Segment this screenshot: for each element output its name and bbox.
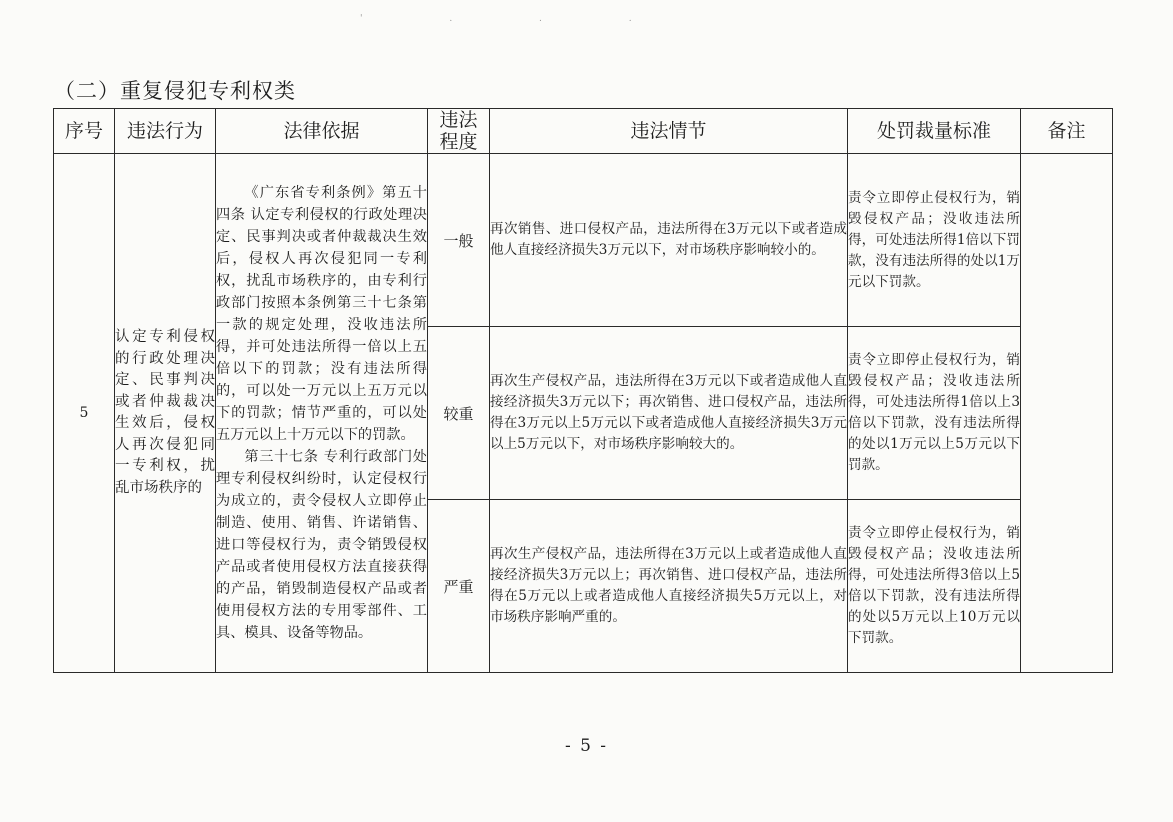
cell-circumstance: 再次生产侵权产品，违法所得在3万元以上或者造成他人直接经济损失3万元以上；再次销售、进口侵权产品，违法所得在5万元以上或者造成他人直接经济损失5万元以上，对市场秩序影响严重的。 bbox=[490, 500, 848, 673]
cell-degree: 较重 bbox=[428, 327, 490, 500]
table-row-level-general bbox=[54, 154, 1113, 327]
cell-circumstance: 再次生产侵权产品，违法所得在3万元以下或者造成他人直接经济损失3万元以下；再次销售、进口侵权产品，违法所得在3万元以上5万元以下或者造成他人直接经济损失3万元以上5万元以下，对市场秩序影响较大的。 bbox=[490, 327, 848, 500]
cell-penalty-standard: 责令立即停止侵权行为，销毁侵权产品；没收违法所得，可处违法所得3倍以上5倍以下罚款，没有违法所得的处以5万元以上10万元以下罚款。 bbox=[848, 500, 1021, 673]
header-remark: 备注 bbox=[1021, 109, 1113, 154]
section-heading: （二）重复侵犯专利权类 bbox=[54, 79, 296, 103]
cell-circumstance: 再次销售、进口侵权产品，违法所得在3万元以下或者造成他人直接经济损失3万元以下，对市场秩序影响较小的。 bbox=[490, 154, 848, 327]
cell-remark bbox=[1021, 154, 1113, 673]
cell-behavior: 认定专利侵权的行政处理决定、民事判决或者仲裁裁决生效后，侵权人再次侵犯同一专利权，扰乱市场秩序的 bbox=[115, 154, 216, 673]
table-header-row bbox=[54, 109, 1113, 154]
penalty-table bbox=[53, 108, 1113, 673]
header-behavior: 违法行为 bbox=[115, 109, 216, 154]
header-basis: 法律依据 bbox=[216, 109, 428, 154]
header-degree bbox=[428, 109, 490, 154]
header-seq: 序号 bbox=[54, 109, 115, 154]
cell-degree: 严重 bbox=[428, 500, 490, 673]
cell-penalty-standard: 责令立即停止侵权行为，销毁侵权产品；没收违法所得，可处违法所得1倍以上3倍以下罚款，没有违法所得的处以1万元以上5万元以下罚款。 bbox=[848, 327, 1021, 500]
cell-legal-basis bbox=[216, 154, 428, 673]
legal-basis-paragraph-1: 《广东省专利条例》第五十四条 认定专利侵权的行政处理决定、民事判决或者仲裁裁决生效后，侵权人再次侵犯同一专利权，扰乱市场秩序的，由专利行政部门按照本条例第三十七条第一款的规定处理，没收违法所得，并可处违法所得一倍以上五倍以下的罚款；没有违法所得的，可以处一万元以上五万元以下的罚款；情节严重的，可以处五万元以上十万元以下的罚款。 bbox=[216, 185, 427, 443]
page-number: - 5 - bbox=[564, 736, 609, 756]
header-degree-line1: 违法 bbox=[439, 109, 478, 131]
cell-seq: 5 bbox=[54, 154, 115, 673]
legal-basis-paragraph-2: 第三十七条 专利行政部门处理专利侵权纠纷时，认定侵权行为成立的，责令侵权人立即停止制造、使用、销售、许诺销售、进口等侵权行为，责令销毁侵权产品或者使用侵权方法直接获得的产品，销毁制造侵权产品或者使用侵权方法的专用零部件、工具、模具、设备等物品。 bbox=[216, 449, 427, 641]
header-degree-line2: 程度 bbox=[439, 131, 478, 153]
header-standard: 处罚裁量标准 bbox=[848, 109, 1021, 154]
cell-penalty-standard: 责令立即停止侵权行为，销毁侵权产品；没收违法所得，可处违法所得1倍以下罚款，没有违法所得的处以1万元以下罚款。 bbox=[848, 154, 1021, 327]
header-circumstance: 违法情节 bbox=[490, 109, 848, 154]
cell-degree: 一般 bbox=[428, 154, 490, 327]
scan-marks: ' . . . bbox=[360, 14, 674, 24]
